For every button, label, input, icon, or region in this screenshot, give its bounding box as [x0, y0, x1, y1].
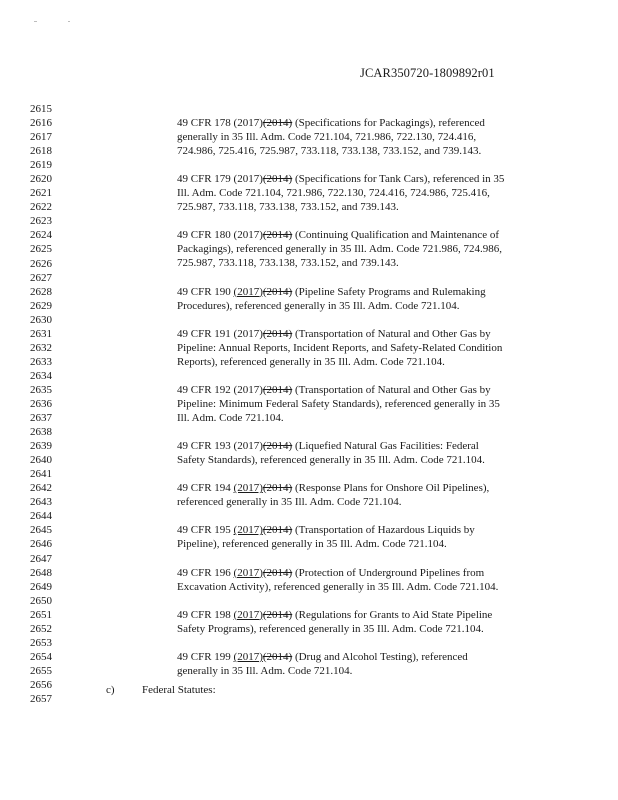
line-number: 2647 — [30, 552, 52, 565]
line-number: 2623 — [30, 215, 52, 228]
cfr-description: (Specifications for Packagings), referenced — [292, 117, 485, 129]
line-number: 2648 — [30, 566, 52, 579]
line-number-column — [30, 102, 74, 706]
new-year-insertion: (2017) — [233, 285, 263, 298]
line-number: 2657 — [30, 692, 52, 705]
line-number: 2641 — [30, 468, 52, 481]
line-number: 2633 — [30, 355, 52, 368]
old-year-deletion: (2014) — [262, 524, 293, 537]
cfr-entry — [177, 523, 557, 551]
cfr-entry — [177, 481, 557, 509]
cfr-entry — [177, 327, 557, 369]
scan-speck — [68, 21, 70, 22]
cfr-entry-line: 725.987, 733.118, 733.138, 733.152, and 739.143. — [177, 201, 399, 214]
cfr-citation: 49 CFR 194 — [177, 482, 231, 495]
line-number: 2655 — [30, 664, 52, 677]
cfr-entry-first-line — [177, 481, 557, 495]
cfr-description: (Transportation of Hazardous Liquids by — [292, 524, 475, 537]
cfr-citation: 49 CFR 199 — [177, 650, 231, 663]
cfr-entry-line: Reports), referenced generally in 35 Ill. Adm. Code 721.104. — [177, 355, 445, 368]
cfr-entry-line: Packagings), referenced generally in 35 Ill. Adm. Code 721.986, 724.986, — [177, 243, 503, 256]
cfr-citation: 49 CFR 179 — [177, 173, 231, 186]
cfr-entry-first-line — [177, 608, 557, 622]
new-year-insertion: (2017) — [233, 440, 263, 453]
line-number: 2644 — [30, 510, 52, 523]
cfr-entry — [177, 228, 557, 270]
line-number: 2621 — [30, 187, 52, 200]
cfr-entry-line: Pipeline: Annual Reports, Incident Reports, and Safety-Related Condition — [177, 341, 503, 354]
cfr-entry — [177, 285, 557, 313]
old-year-deletion: (2014) — [262, 117, 293, 129]
line-number: 2653 — [30, 636, 52, 649]
new-year-insertion: (2017) — [233, 524, 263, 537]
cfr-citation: 49 CFR 195 — [177, 524, 231, 537]
line-number: 2631 — [30, 327, 52, 340]
cfr-entry-line: 724.986, 725.416, 725.987, 733.118, 733.138, 733.152, and 739.143. — [177, 145, 482, 158]
cfr-entry-first-line — [177, 383, 557, 397]
new-year-insertion: (2017) — [233, 327, 263, 340]
line-number: 2620 — [30, 173, 52, 186]
new-year-insertion: (2017) — [233, 608, 263, 621]
line-number: 2646 — [30, 538, 52, 551]
cfr-entry-first-line — [177, 172, 557, 186]
line-number: 2626 — [30, 257, 52, 270]
old-year-deletion: (2014) — [262, 383, 293, 396]
line-number: 2615 — [30, 103, 52, 115]
line-number: 2630 — [30, 313, 52, 326]
cfr-entry-first-line — [177, 523, 557, 537]
cfr-entry-line: Safety Programs), referenced generally in 35 Ill. Adm. Code 721.104. — [177, 622, 484, 635]
cfr-entry-line: Pipeline), referenced generally in 35 Ill. Adm. Code 721.104. — [177, 538, 447, 551]
cfr-description: (Specifications for Tank Cars), referenced in 35 — [292, 173, 505, 186]
line-number: 2636 — [30, 397, 52, 410]
line-number: 2642 — [30, 482, 52, 495]
scan-speck — [34, 21, 37, 22]
cfr-description: (Transportation of Natural and Other Gas by — [292, 327, 491, 340]
cfr-entry-line: Pipeline: Minimum Federal Safety Standards), referenced generally in 35 — [177, 397, 500, 410]
new-year-insertion: (2017) — [233, 482, 263, 495]
line-number: 2650 — [30, 594, 52, 607]
cfr-entry — [177, 439, 557, 467]
cfr-entry — [177, 383, 557, 425]
line-number: 2625 — [30, 243, 52, 256]
new-year-insertion: (2017) — [233, 650, 263, 663]
new-year-insertion: (2017) — [233, 566, 263, 579]
line-number: 2651 — [30, 608, 52, 621]
cfr-entry-line: generally in 35 Ill. Adm. Code 721.104. — [177, 664, 353, 677]
cfr-description: (Drug and Alcohol Testing), referenced — [292, 650, 468, 663]
line-number: 2618 — [30, 145, 52, 158]
old-year-deletion: (2014) — [262, 173, 293, 186]
cfr-description: (Regulations for Grants to Aid State Pipeline — [292, 608, 493, 621]
cfr-entry-first-line — [177, 228, 557, 242]
cfr-entry — [177, 608, 557, 636]
line-number: 2638 — [30, 426, 52, 439]
cfr-entry-line: Excavation Activity), referenced generally in 35 Ill. Adm. Code 721.104. — [177, 580, 499, 593]
cfr-description: (Liquefied Natural Gas Facilities: Federal — [292, 440, 479, 453]
old-year-deletion: (2014) — [262, 482, 293, 495]
cfr-entry-line: Ill. Adm. Code 721.104, 721.986, 722.130, 724.416, 724.986, 725.416, — [177, 187, 490, 200]
cfr-description: (Response Plans for Onshore Oil Pipelines), — [292, 482, 490, 495]
new-year-insertion: (2017) — [233, 117, 263, 129]
cfr-entry-line: generally in 35 Ill. Adm. Code 721.104, 721.986, 722.130, 724.416, — [177, 131, 477, 144]
line-number: 2640 — [30, 454, 52, 467]
old-year-deletion: (2014) — [262, 440, 293, 453]
old-year-deletion: (2014) — [262, 566, 293, 579]
cfr-entry-first-line — [177, 116, 557, 130]
line-number: 2624 — [30, 229, 52, 242]
cfr-citation: 49 CFR 193 — [177, 440, 231, 453]
cfr-citation: 49 CFR 180 — [177, 229, 231, 242]
cfr-reference-list — [177, 116, 557, 692]
section-label: c) — [106, 684, 115, 696]
line-number: 2654 — [30, 650, 52, 663]
new-year-insertion: (2017) — [233, 173, 263, 186]
line-number: 2628 — [30, 285, 52, 298]
cfr-entry-line: Ill. Adm. Code 721.104. — [177, 411, 284, 424]
cfr-entry-line: Safety Standards), referenced generally in 35 Ill. Adm. Code 721.104. — [177, 454, 485, 467]
old-year-deletion: (2014) — [262, 285, 293, 298]
cfr-citation: 49 CFR 196 — [177, 566, 231, 579]
cfr-entry-line: referenced generally in 35 Ill. Adm. Code 721.104. — [177, 496, 402, 509]
cfr-description: (Pipeline Safety Programs and Rulemaking — [292, 285, 486, 298]
line-number: 2629 — [30, 299, 52, 312]
cfr-description: (Transportation of Natural and Other Gas by — [292, 383, 491, 396]
line-number: 2635 — [30, 383, 52, 396]
cfr-citation: 49 CFR 192 — [177, 383, 231, 396]
line-number: 2632 — [30, 341, 52, 354]
line-number: 2627 — [30, 271, 52, 284]
line-number: 2637 — [30, 412, 52, 425]
cfr-entry — [177, 172, 557, 214]
new-year-insertion: (2017) — [233, 383, 263, 396]
cfr-entry-line: Procedures), referenced generally in 35 Ill. Adm. Code 721.104. — [177, 299, 460, 312]
cfr-entry — [177, 650, 557, 678]
line-number: 2634 — [30, 369, 52, 382]
old-year-deletion: (2014) — [262, 650, 293, 663]
new-year-insertion: (2017) — [233, 229, 263, 242]
cfr-entry-first-line — [177, 327, 557, 341]
cfr-entry — [177, 116, 557, 158]
cfr-entry-first-line — [177, 566, 557, 580]
line-number: 2619 — [30, 159, 52, 172]
cfr-entry-line: 725.987, 733.118, 733.138, 733.152, and 739.143. — [177, 257, 399, 270]
cfr-entry-first-line — [177, 439, 557, 453]
cfr-citation: 49 CFR 178 — [177, 117, 231, 129]
line-number: 2652 — [30, 622, 52, 635]
cfr-description: (Protection of Underground Pipelines from — [292, 566, 485, 579]
line-number: 2643 — [30, 496, 52, 509]
cfr-entry-first-line — [177, 285, 557, 299]
cfr-citation: 49 CFR 190 — [177, 285, 231, 298]
section-title: Federal Statutes: — [142, 684, 216, 696]
cfr-description: (Continuing Qualification and Maintenance of — [292, 229, 500, 242]
line-number: 2656 — [30, 678, 52, 691]
old-year-deletion: (2014) — [262, 608, 293, 621]
line-number: 2639 — [30, 440, 52, 453]
line-number: 2622 — [30, 201, 52, 214]
old-year-deletion: (2014) — [262, 229, 293, 242]
line-number: 2617 — [30, 131, 52, 144]
document-id: JCAR350720-1809892r01 — [360, 66, 495, 80]
cfr-entry-first-line — [177, 650, 557, 664]
line-number: 2649 — [30, 580, 52, 593]
line-number: 2616 — [30, 117, 52, 130]
cfr-citation: 49 CFR 191 — [177, 327, 231, 340]
old-year-deletion: (2014) — [262, 327, 293, 340]
cfr-entry — [177, 566, 557, 594]
cfr-citation: 49 CFR 198 — [177, 608, 231, 621]
line-number: 2645 — [30, 524, 52, 537]
